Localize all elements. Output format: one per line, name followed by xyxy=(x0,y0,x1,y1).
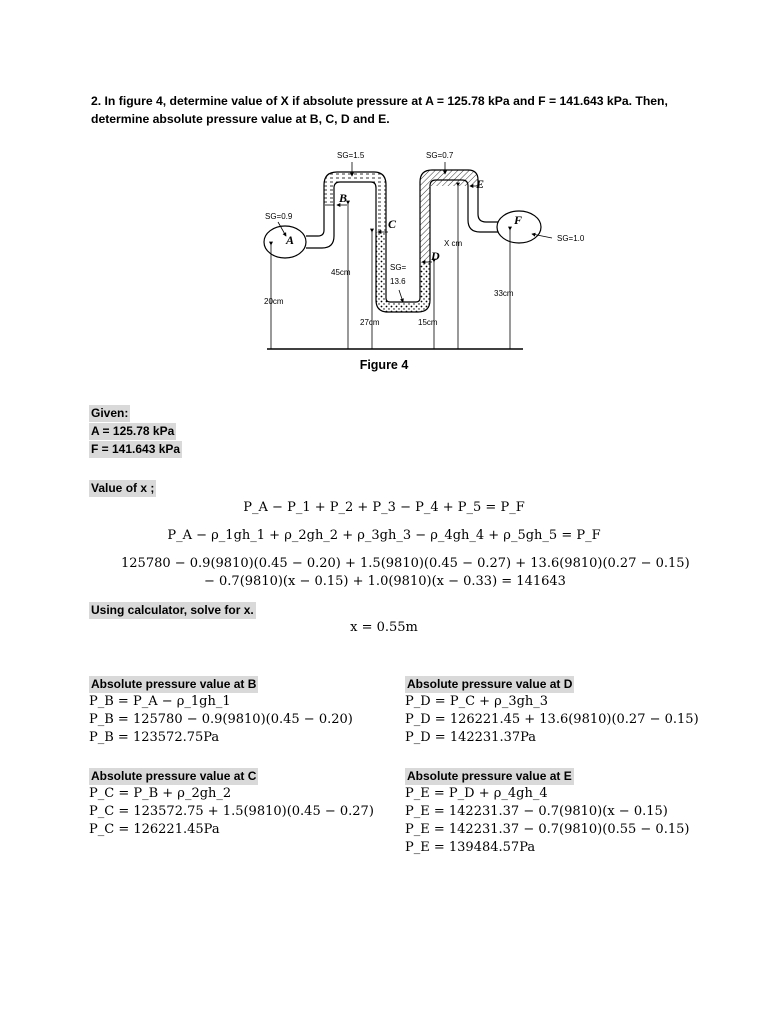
equation-3b: − 0.7(9810)(x − 0.15) + 1.0(9810)(x − 0.33) = 141643 xyxy=(204,574,566,589)
pressure-d-block xyxy=(405,675,699,747)
label-h-x: X cm xyxy=(444,239,463,248)
value-x-title: Value of x ; xyxy=(91,481,155,495)
pressure-e-line-1: P_E = P_D + ρ_4gh_4 xyxy=(405,786,548,801)
label-point-a: A xyxy=(286,233,295,247)
pressure-b-line-1: P_B = P_A − ρ_1gh_1 xyxy=(89,694,231,709)
label-sg-f: SG=1.0 xyxy=(557,234,585,243)
pressure-d-title: Absolute pressure value at D xyxy=(407,677,573,691)
label-h-c: 27cm xyxy=(360,318,380,327)
pressure-c-block xyxy=(89,767,374,839)
label-h-f: 33cm xyxy=(494,289,514,298)
manometer-diagram xyxy=(250,145,590,360)
label-point-c: C xyxy=(388,217,397,231)
label-h-a: 20cm xyxy=(264,297,284,306)
x-result: x = 0.55m xyxy=(350,620,418,635)
label-sg-mid-2: 13.6 xyxy=(390,277,406,286)
equation-2: P_A − ρ_1gh_1 + ρ_2gh_2 + ρ_3gh_3 − ρ_4gh_4 + ρ_5gh_5 = P_F xyxy=(167,528,601,543)
given-title: Given: xyxy=(91,406,129,420)
pressure-e-title: Absolute pressure value at E xyxy=(407,769,572,783)
label-sg-mid-1: SG= xyxy=(390,263,407,272)
pressure-b-block xyxy=(89,675,353,747)
label-point-e: E xyxy=(476,177,485,191)
pressure-b-title: Absolute pressure value at B xyxy=(91,677,257,691)
question-line-2: determine absolute pressure value at B, C, D and E. xyxy=(91,112,390,126)
pressure-c-line-3: P_C = 126221.45Pa xyxy=(89,822,220,837)
pressure-c-line-1: P_C = P_B + ρ_2gh_2 xyxy=(89,786,232,801)
pressure-d-line-3: P_D = 142231.37Pa xyxy=(405,730,537,745)
pressure-e-line-3: P_E = 142231.37 − 0.7(9810)(0.55 − 0.15) xyxy=(405,822,690,837)
pressure-b-line-3: P_B = 123572.75Pa xyxy=(89,730,220,745)
pressure-e-block xyxy=(405,767,689,857)
pressure-d-line-2: P_D = 126221.45 + 13.6(9810)(0.27 − 0.15) xyxy=(405,712,699,727)
given-block xyxy=(89,404,182,458)
equation-3a: 125780 − 0.9(9810)(0.45 − 0.20) + 1.5(9810)(0.45 − 0.27) + 13.6(9810)(0.27 − 0.15) xyxy=(121,556,690,571)
question-text xyxy=(91,92,691,128)
label-h-d: 15cm xyxy=(418,318,438,327)
given-f: F = 141.643 kPa xyxy=(91,442,181,456)
label-h-b: 45cm xyxy=(331,268,351,277)
figure-caption: Figure 4 xyxy=(359,358,409,372)
label-sg-a: SG=0.9 xyxy=(265,212,293,221)
label-sg-right-top: SG=0.7 xyxy=(426,151,454,160)
pressure-e-line-2: P_E = 142231.37 − 0.7(9810)(x − 0.15) xyxy=(405,804,668,819)
pressure-b-line-2: P_B = 125780 − 0.9(9810)(0.45 − 0.20) xyxy=(89,712,353,727)
pressure-d-line-1: P_D = P_C + ρ_3gh_3 xyxy=(405,694,549,709)
given-a: A = 125.78 kPa xyxy=(91,424,175,438)
label-point-f: F xyxy=(514,213,523,227)
pressure-e-line-4: P_E = 139484.57Pa xyxy=(405,840,536,855)
question-line-1: 2. In figure 4, determine value of X if absolute pressure at A = 125.78 kPa and F = 141.643 kPa. Then, xyxy=(91,94,668,108)
label-point-b: B xyxy=(339,191,348,205)
value-x-title-wrap xyxy=(89,479,156,497)
equation-1: P_A − P_1 + P_2 + P_3 − P_4 + P_5 = P_F xyxy=(243,500,525,515)
pressure-c-title: Absolute pressure value at C xyxy=(91,769,257,783)
calc-instruction: Using calculator, solve for x. xyxy=(91,603,254,617)
bulb-a xyxy=(264,226,306,258)
label-sg-left-top: SG=1.5 xyxy=(337,151,365,160)
label-point-d: D xyxy=(431,249,440,263)
calc-wrap xyxy=(89,601,256,619)
pressure-c-line-2: P_C = 123572.75 + 1.5(9810)(0.45 − 0.27) xyxy=(89,804,374,819)
